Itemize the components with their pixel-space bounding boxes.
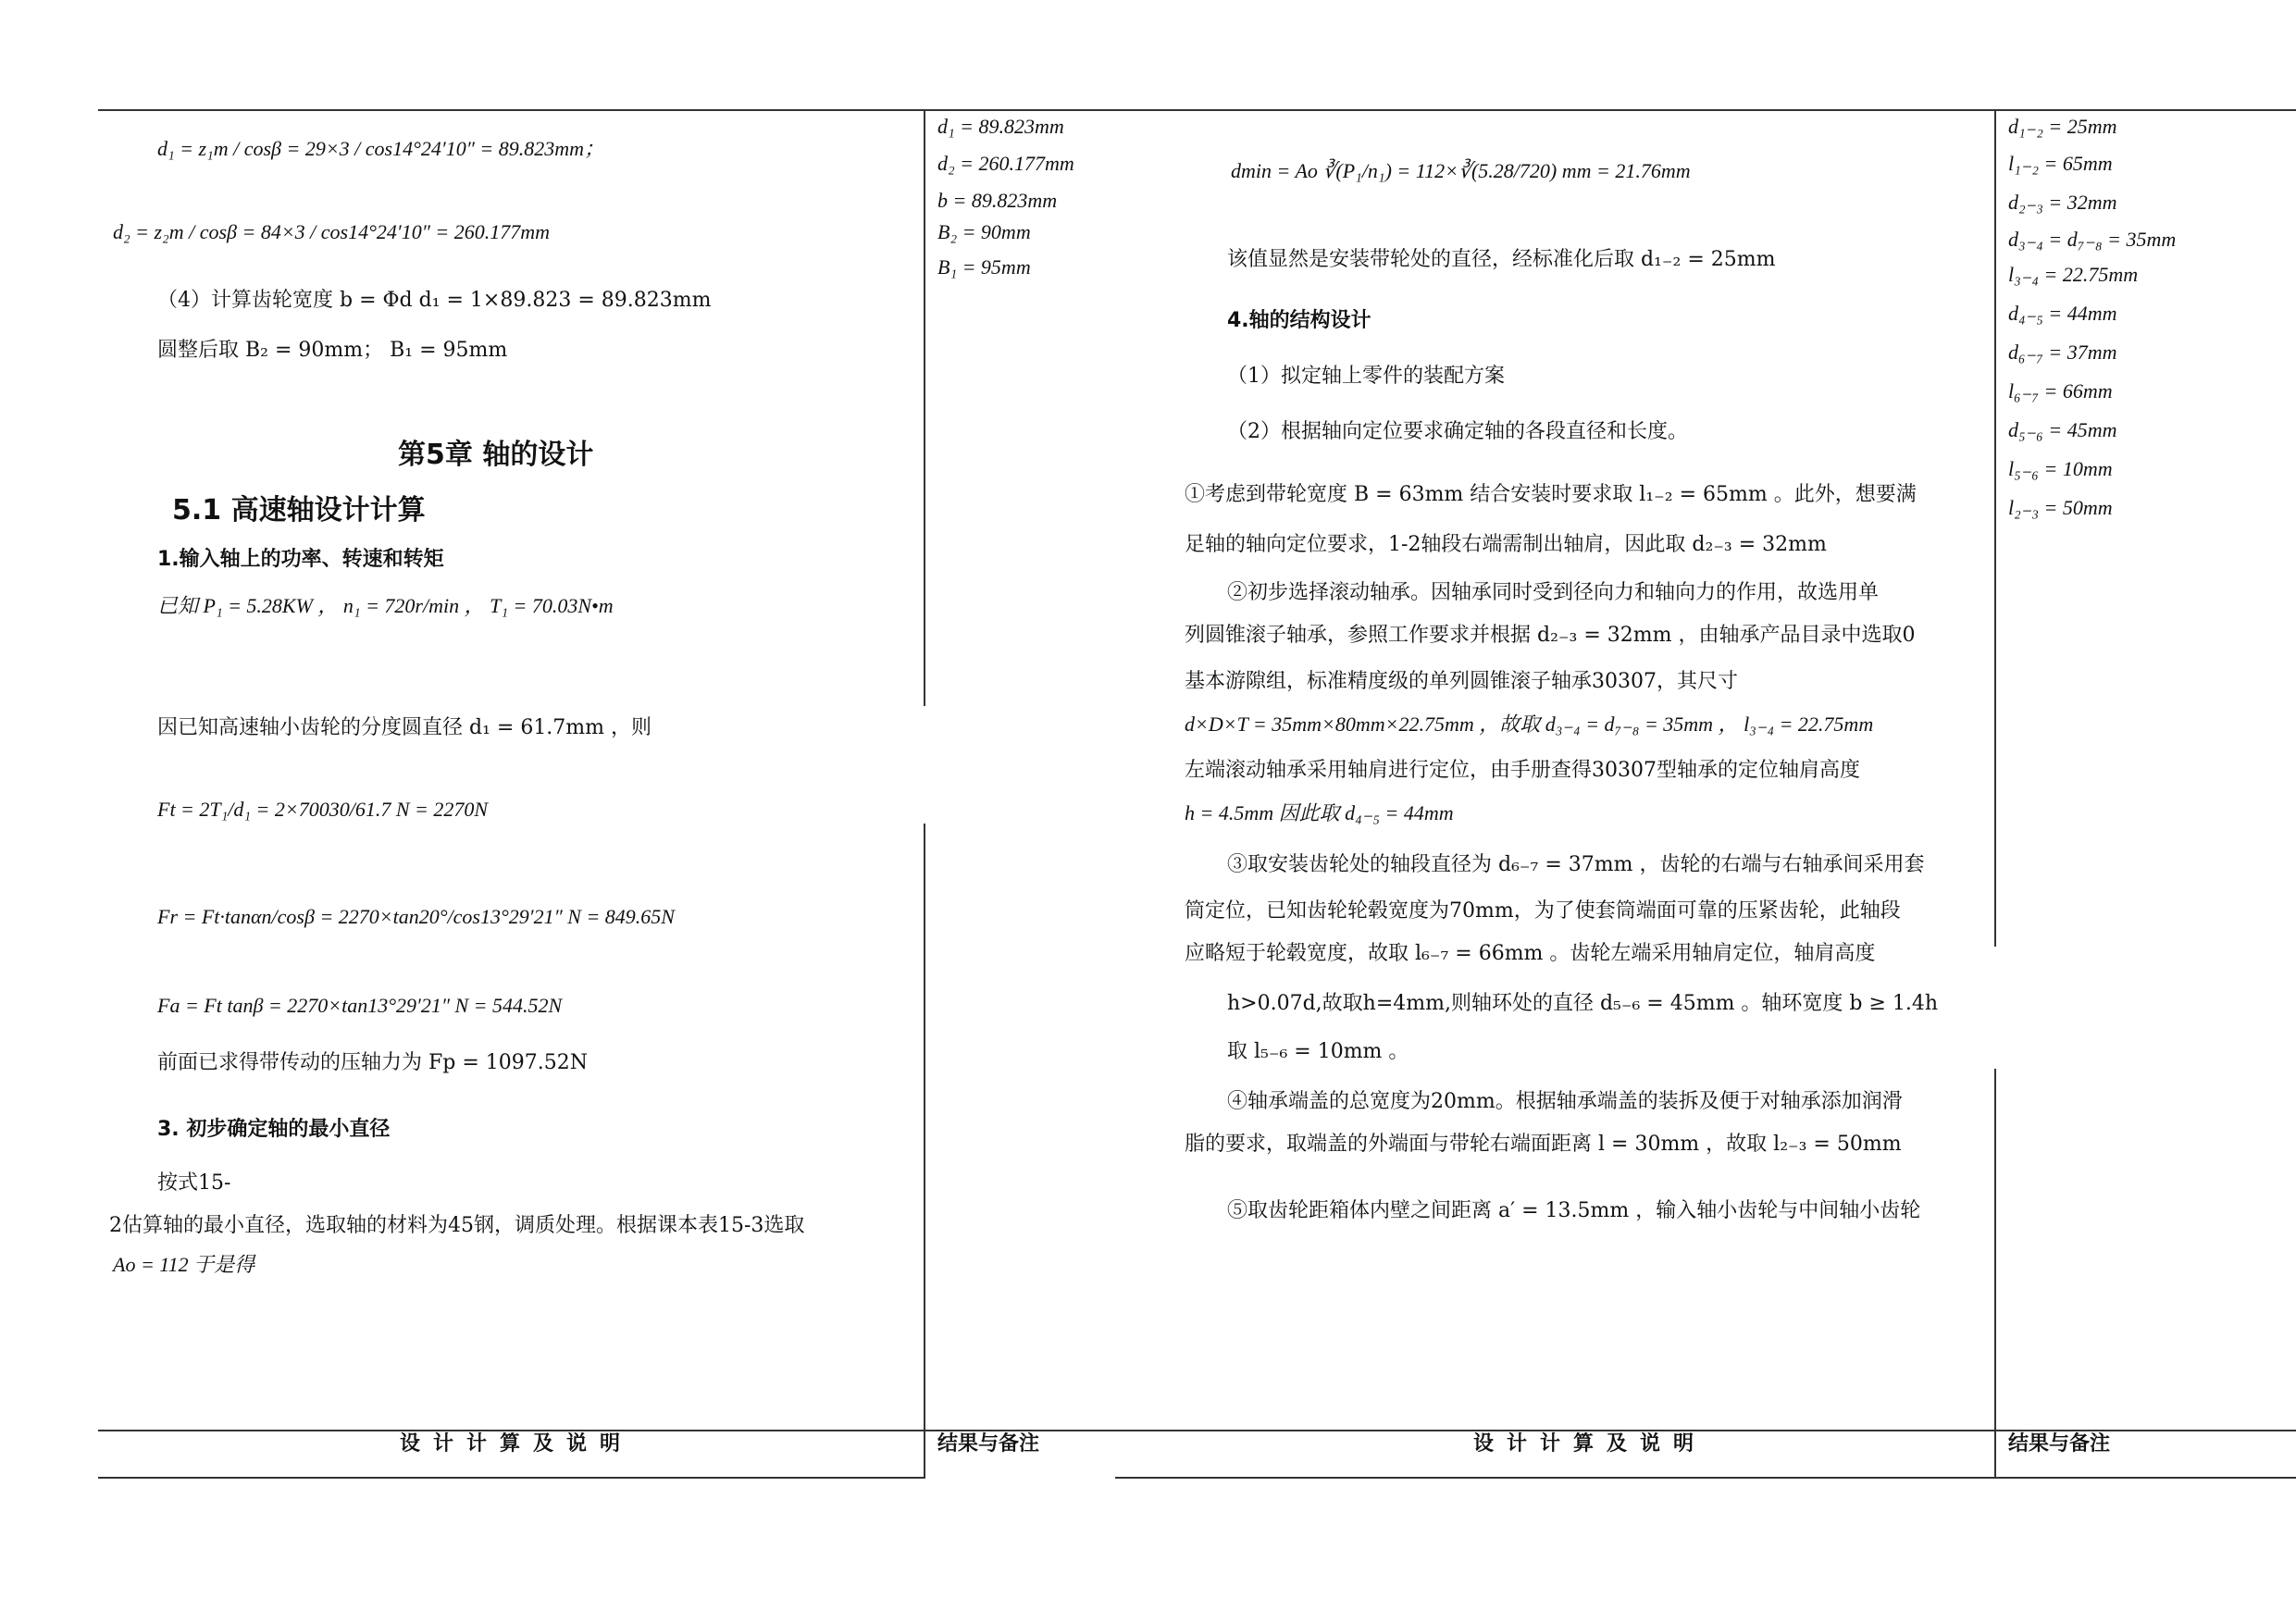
result-item: b = 89.823mm — [937, 189, 1058, 212]
footer-top-rule — [98, 1430, 2296, 1431]
footer-right-result: 结果与备注 — [2008, 1432, 2111, 1456]
pitch-diameter: 因已知高速轴小齿轮的分度圆直径 d₁ = 61.7mm ，则 — [157, 716, 652, 739]
result-item: B₁ = 95mm — [937, 255, 1031, 279]
step-assembly: （1）拟定轴上零件的装配方案 — [1227, 365, 1505, 388]
chapter-title: 第5章 轴的设计 — [398, 439, 594, 471]
item-2-line-f: h = 4.5mm 因此取 d₄₋₅ = 44mm — [1185, 801, 1454, 824]
section-title: 5.1 高速轴设计计算 — [172, 494, 426, 527]
divider-1b — [924, 824, 925, 1479]
footer-left-label: 设计计算及说明 — [400, 1432, 634, 1456]
footer-left-result: 结果与备注 — [937, 1432, 1040, 1456]
item-1-line-b: 足轴的轴向定位要求，1-2轴段右端需制出轴肩，因此取 d₂₋₃ = 32mm — [1185, 533, 1827, 556]
gear-width-step: （4）计算齿轮宽度 b = Φd d₁ = 1×89.823 = 89.823mm — [157, 289, 712, 312]
footer-bottom-rule-left — [98, 1477, 925, 1479]
result-item: d₅₋₆ = 45mm — [2008, 418, 2117, 441]
result-item: l₂₋₃ = 50mm — [2008, 496, 2113, 519]
item-4-line-b: 脂的要求，取端盖的外端面与带轮右端面距离 l = 30mm ，故取 l₂₋₃ = 50mm — [1185, 1133, 1902, 1156]
estimate-line-2: 2估算轴的最小直径，选取轴的材料为45钢，调质处理。根据课本表15-3选取 — [109, 1214, 805, 1237]
estimate-line-1: 按式15- — [157, 1171, 231, 1195]
d2-formula: d₂ = z₂m / cosβ = 84×3 / cos14°24′10″ = 260.177mm — [113, 220, 551, 243]
result-item: d₂ = 260.177mm — [937, 152, 1074, 175]
item-2-line-b: 列圆锥滚子轴承，参照工作要求并根据 d₂₋₃ = 32mm ，由轴承产品目录中选取0 — [1185, 624, 1916, 647]
result-item: d₃₋₄ = d₇₋₈ = 35mm — [2008, 228, 2177, 251]
fp-value: 前面已求得带传动的压轴力为 Fp = 1097.52N — [157, 1051, 588, 1074]
item-2-line-a: ②初步选择滚动轴承。因轴承同时受到径向力和轴向力的作用，故选用单 — [1227, 581, 1880, 604]
round-values: 圆整后取 B₂ = 90mm； B₁ = 95mm — [157, 339, 508, 362]
result-list-1 — [937, 115, 1074, 291]
footer-right-label: 设计计算及说明 — [1473, 1432, 1707, 1456]
item-3-line-d: h>0.07d,故取h=4mm,则轴环处的直径 d₅₋₆ = 45mm 。轴环宽度 b ≥ 1.4h — [1227, 992, 1939, 1015]
result-item: B₂ = 90mm — [937, 220, 1031, 243]
subheading-power: 1.输入轴上的功率、转速和转矩 — [157, 548, 444, 571]
result-item: d₂₋₃ = 32mm — [2008, 191, 2117, 214]
item-3-line-e: 取 l₅₋₆ = 10mm 。 — [1227, 1040, 1409, 1063]
subheading-min-diameter: 3. 初步确定轴的最小直径 — [157, 1118, 391, 1141]
standardized-diameter: 该值显然是安装带轮处的直径，经标准化后取 d₁₋₂ = 25mm — [1227, 248, 1776, 271]
item-1-line-a: ①考虑到带轮宽度 B = 63mm 结合安装时要求取 l₁₋₂ = 65mm 。此外，想要满 — [1185, 483, 1917, 506]
divider-2b — [1994, 1069, 1996, 1479]
item-2-line-e: 左端滚动轴承采用轴肩进行定位，由手册查得30307型轴承的定位轴肩高度 — [1185, 759, 1860, 782]
item-2-line-d: d×D×T = 35mm×80mm×22.75mm ，故取 d₃₋₄ = d₇₋₈ = 35mm ， l₃₋₄ = 22.75mm — [1185, 712, 1874, 736]
d1-formula: d₁ = z₁m / cosβ = 29×3 / cos14°24′10″ = 89.823mm； — [157, 137, 605, 160]
ft-formula: Ft = 2T₁/d₁ = 2×70030/61.7 N = 2270N — [157, 798, 489, 821]
footer-bottom-rule-right — [1115, 1477, 2296, 1479]
dmin-formula: dmin = Ao ∛(P₁/n₁) = 112×∛(5.28/720) mm = 21.76mm — [1231, 159, 1691, 182]
result-item: l₃₋₄ = 22.75mm — [2008, 263, 2139, 286]
item-3-line-c: 应略短于轮毂宽度，故取 l₆₋₇ = 66mm 。齿轮左端采用轴肩定位，轴肩高度 — [1185, 942, 1876, 965]
item-3-line-a: ③取安装齿轮处的轴段直径为 d₆₋₇ = 37mm ，齿轮的右端与右轴承间采用套 — [1227, 853, 1925, 876]
result-list-2 — [2008, 115, 2176, 535]
item-3-line-b: 筒定位，已知齿轮轮毂宽度为70mm，为了使套筒端面可靠的压紧齿轮，此轴段 — [1185, 899, 1901, 923]
top-rule — [98, 109, 2296, 111]
step-dimensions: （2）根据轴向定位要求确定轴的各段直径和长度。 — [1227, 420, 1688, 443]
result-item: d₁ = 89.823mm — [937, 115, 1064, 138]
result-item: l₁₋₂ = 65mm — [2008, 152, 2113, 175]
fa-formula: Fa = Ft tanβ = 2270×tan13°29′21″ N = 544.52N — [157, 994, 563, 1017]
item-4-line-a: ④轴承端盖的总宽度为20mm。根据轴承端盖的装拆及便于对轴承添加润滑 — [1227, 1090, 1903, 1113]
result-item: l₅₋₆ = 10mm — [2008, 457, 2113, 480]
result-item: l₆₋₇ = 66mm — [2008, 379, 2113, 403]
divider-2 — [1994, 109, 1996, 947]
result-item: d₆₋₇ = 37mm — [2008, 341, 2117, 364]
fr-formula: Fr = Ft·tanαn/cosβ = 2270×tan20°/cos13°29′21″ N = 849.65N — [157, 905, 675, 928]
result-item: d₄₋₅ = 44mm — [2008, 302, 2117, 325]
estimate-line-3: Ao = 112 于是得 — [113, 1253, 255, 1276]
item-2-line-c: 基本游隙组，标准精度级的单列圆锥滚子轴承30307，其尺寸 — [1185, 670, 1738, 693]
item-5-line-a: ⑤取齿轮距箱体内壁之间距离 a′ = 13.5mm ，输入轴小齿轮与中间轴小齿轮 — [1227, 1199, 1921, 1222]
divider-1 — [924, 109, 925, 706]
subheading-structure: 4.轴的结构设计 — [1227, 309, 1371, 332]
result-item: d₁₋₂ = 25mm — [2008, 115, 2117, 138]
known-values: 已知 P₁ = 5.28KW ， n₁ = 720r/min ， T₁ = 70.03N•m — [157, 594, 614, 617]
